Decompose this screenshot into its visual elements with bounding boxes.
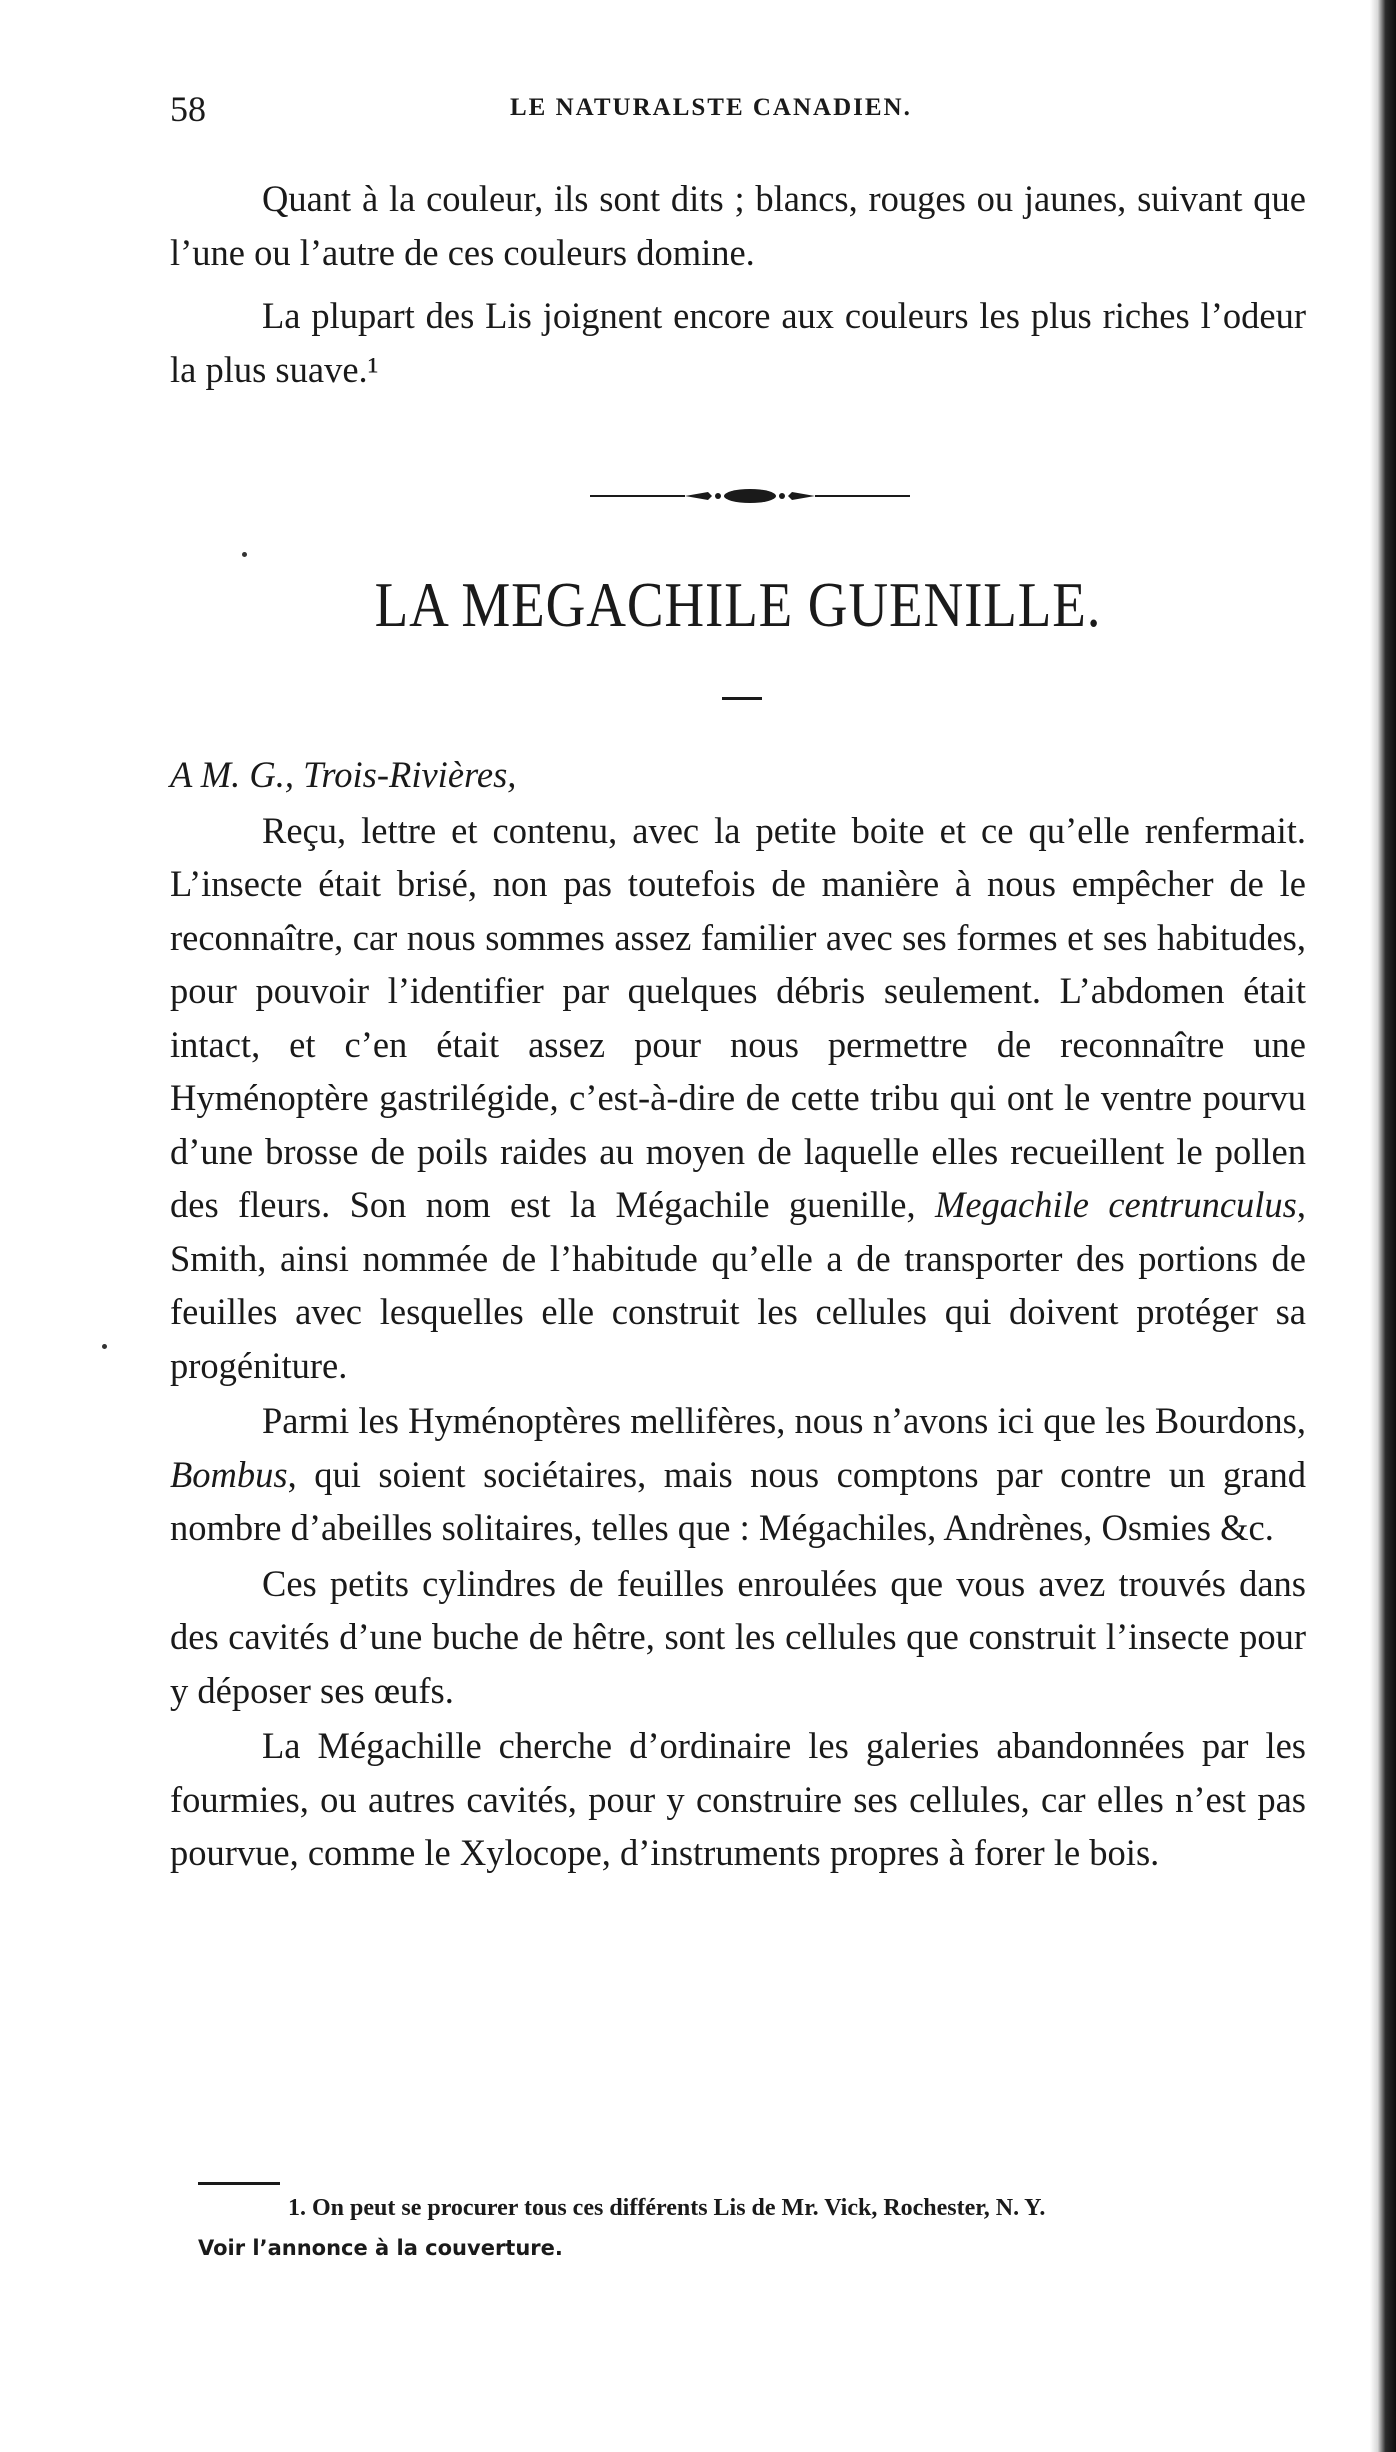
footnote-line-1: 1. On peut se procurer tous ces différents Lis de Mr. Vick, Rochester, N. Y. (288, 2195, 1046, 2221)
page-header (170, 88, 1310, 132)
article-body (170, 748, 1306, 1880)
page-number: 58 (170, 89, 206, 129)
scan-speck (242, 552, 247, 557)
footnote-line-2: Voir l’annonce à la couverture. (198, 2236, 563, 2260)
book-binding-edge (1370, 0, 1396, 2452)
article-paragraph-1 (170, 804, 1306, 1393)
article-paragraph-2 (170, 1394, 1306, 1555)
intro-paragraph-1: Quant à la couleur, ils sont dits ; blancs, rouges ou jaunes, suivant que l’une ou l’autre de ces couleurs domine. (170, 178, 1306, 273)
paragraph-1-text-b: , Smith, ainsi nommée de l’habitude qu’elle a de transporter des portions de feuilles avec lesquelles elle construit les cellules qui doivent protéger sa progéniture. (170, 1184, 1306, 1386)
species-name: Megachile centrunculus (934, 1184, 1297, 1225)
intro-paragraph-2: La plupart des Lis joignent encore aux couleurs les plus riches l’odeur la plus suave.¹ (170, 295, 1306, 390)
section-divider-ornament (590, 484, 910, 508)
paragraph-1-text-a: Reçu, lettre et contenu, avec la petite boite et ce qu’elle renfermait. L’insecte était brisé, non pas toutefois de manière à nous empêcher de le reconnaître, car nous sommes assez familier avec ses formes et ses habitudes, pour pouvoir l’identifier par quelques débris seulement. L’abdomen était intact, et c’en était assez pour nous permettre de reconnaître une Hyménoptère gastrilégide, c’est-à-dire de cette tribu qui ont le ventre pourvu d’une brosse de poils raides au moyen de laquelle elles recueillent le pollen des fleurs. Son nom est la Mégachile guenille, (170, 809, 1306, 1225)
scan-speck (102, 1344, 107, 1349)
title-rule (722, 697, 762, 700)
footnote-rule (198, 2182, 280, 2185)
paragraph-2-text-a: Parmi les Hyménoptères mellifères, nous n’avons ici que les Bourdons, (262, 1400, 1306, 1441)
article-paragraph-3: Ces petits cylindres de feuilles enroulées que vous avez trouvés dans des cavités d’une buche de hêtre, sont les cellules que construit l’insecte pour y déposer ses œufs. (170, 1562, 1306, 1711)
footnote (198, 2188, 1326, 2268)
article-paragraph-4: La Mégachille cherche d’ordinaire les galeries abandonnées par les fourmies, ou autres cavités, pour y construire ses cellules, car elles n’est pas pourvue, comme le Xylocope, d’instruments propres à forer le bois. (170, 1725, 1306, 1873)
salutation: A M. G., Trois-Rivières, (170, 754, 517, 795)
genus-name: Bombus (170, 1453, 288, 1495)
running-title: LE NATURALSTE CANADIEN. (510, 94, 912, 121)
paragraph-2-text-b: , qui soient sociétaires, mais nous comptons par contre un grand nombre d’abeilles solitaires, telles que : Mégachiles, Andrènes, Osmies &c. (170, 1453, 1306, 1548)
article-title: LA MEGACHILE GUENILLE. (374, 569, 1102, 640)
intro-text-block (170, 172, 1306, 396)
